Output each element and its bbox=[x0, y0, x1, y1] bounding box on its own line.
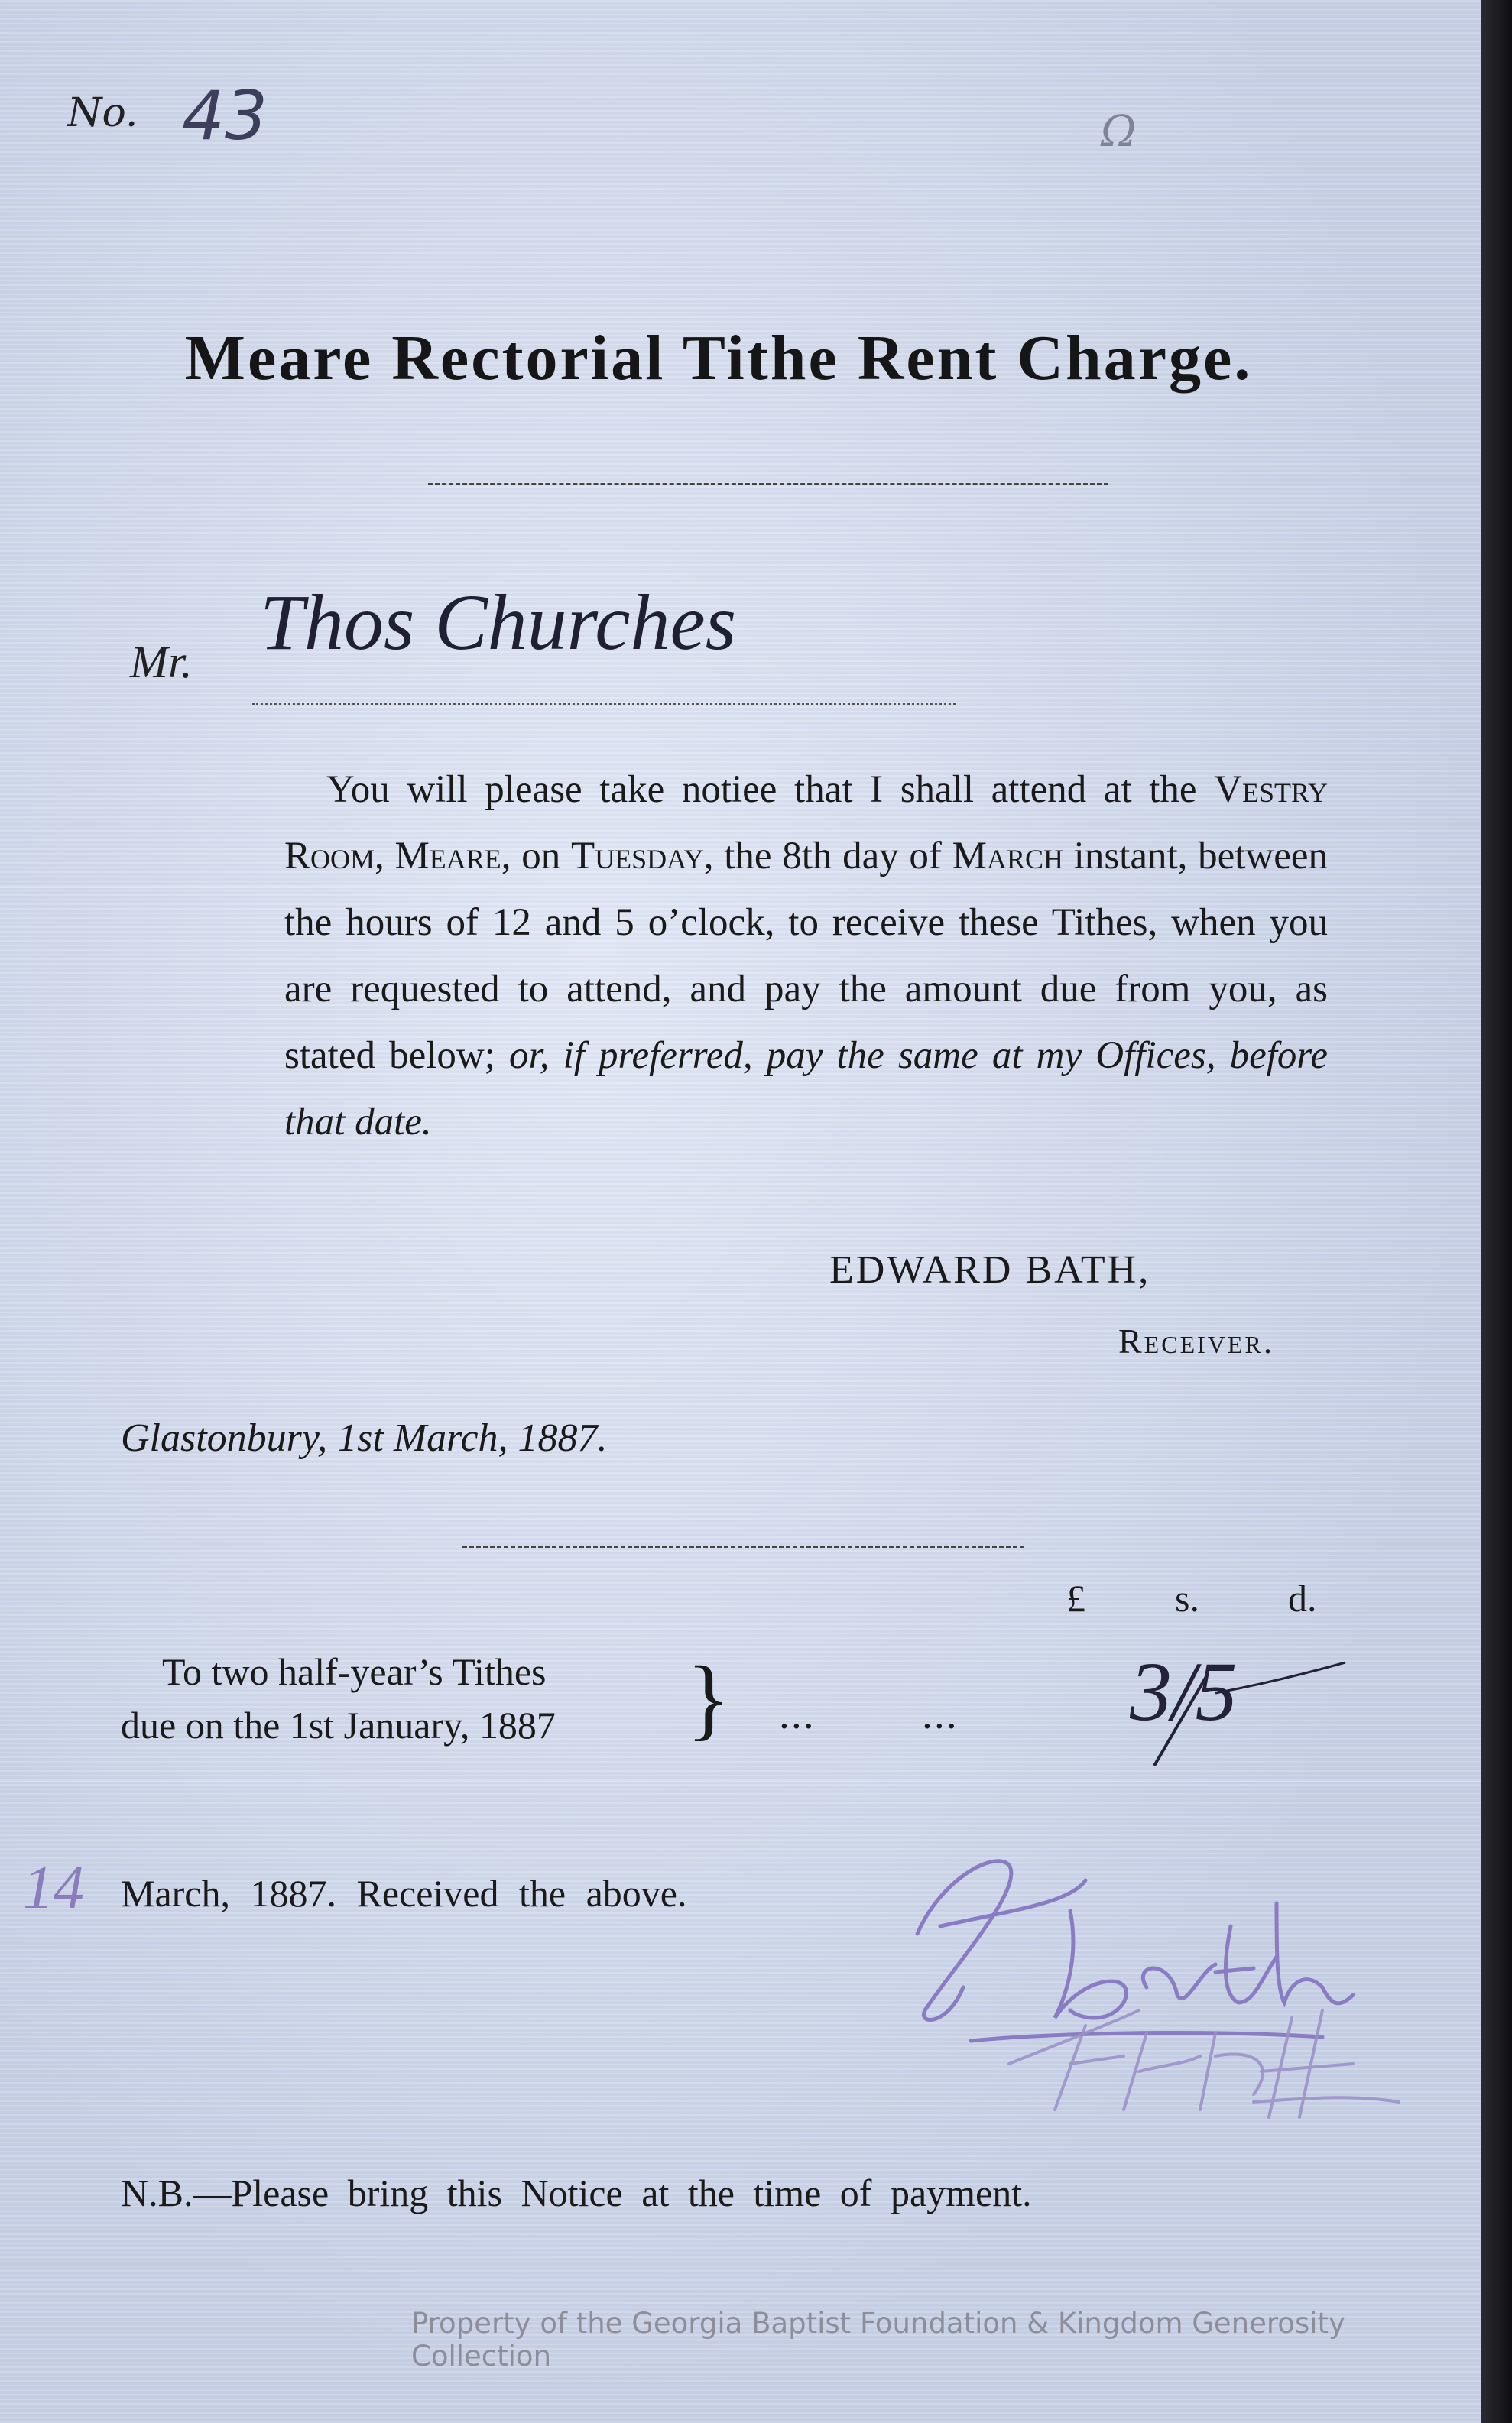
place-date: Glastonbury, 1st March, 1887. bbox=[121, 1416, 608, 1460]
notice-place: Vestry Room, Meare, bbox=[284, 768, 1329, 877]
signer-role: Receiver. bbox=[1118, 1322, 1275, 1361]
received-day-handwritten: 14 bbox=[23, 1854, 84, 1922]
addressee-name-handwritten: Thos Churches bbox=[260, 579, 737, 667]
addressee-dotted-line bbox=[252, 703, 956, 705]
brace: } bbox=[686, 1647, 731, 1749]
leader-dots: ... bbox=[921, 1693, 958, 1737]
tithe-description-line: due on the 1st January, 1887 bbox=[121, 1704, 556, 1747]
ornamental-divider bbox=[462, 1546, 1024, 1548]
notice-text: You will please take notiee that I shall attend at the bbox=[326, 768, 1197, 811]
leader-dots: ... bbox=[778, 1693, 815, 1737]
amount-slash-stroke bbox=[1124, 1651, 1353, 1789]
addressee-prefix: Mr. bbox=[130, 637, 193, 687]
shillings-header: s. bbox=[1175, 1577, 1199, 1620]
document-title: Meare Rectorial Tithe Rent Charge. bbox=[184, 323, 1253, 394]
nb-footnote: N.B.—Please bring this Notice at the time of payment. bbox=[121, 2172, 1032, 2214]
amount-handwritten: 3/5 bbox=[1130, 1645, 1238, 1738]
notice-text-italic: or, if preferred, pay the same at my Offices, before that date. bbox=[284, 1034, 1328, 1143]
pounds-header: £ bbox=[1066, 1577, 1085, 1620]
notice-month: March bbox=[952, 835, 1063, 877]
scan-border bbox=[1481, 0, 1512, 2423]
signature-image bbox=[894, 1834, 1414, 2140]
notice-number-value: 43 bbox=[182, 76, 268, 155]
corner-pencil-mark: Ω bbox=[1101, 107, 1137, 157]
pence-header: d. bbox=[1288, 1577, 1317, 1620]
notice-body bbox=[284, 757, 1328, 1156]
notice-text: instant, between the hours of 12 and 5 o’clock, to receive these Tithes, when you are requested to attend, and pay the amount due from you, as stated below; bbox=[284, 835, 1328, 1077]
ornamental-divider bbox=[428, 483, 1108, 485]
collection-watermark: Property of the Georgia Baptist Foundation & Kingdom Generosity Collection bbox=[411, 2307, 1345, 2373]
notice-day: Tuesday, bbox=[570, 835, 714, 877]
notice-text: the 8th day of bbox=[724, 835, 942, 877]
tithe-description-line: To two half-year’s Tithes bbox=[162, 1650, 547, 1693]
received-line: March, 1887. Received the above. bbox=[121, 1872, 687, 1915]
notice-text: on bbox=[521, 835, 561, 877]
notice-number-label: No. bbox=[67, 90, 138, 136]
signer-name: EDWARD BATH, bbox=[829, 1248, 1151, 1292]
